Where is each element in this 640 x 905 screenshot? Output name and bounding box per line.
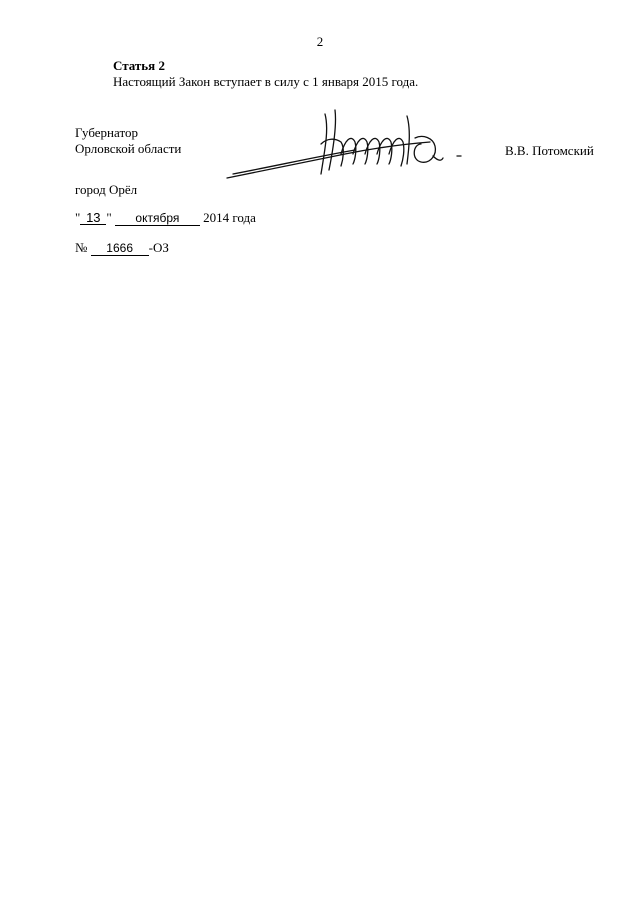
page-number: 2 (316, 34, 324, 49)
handwritten-signature (225, 104, 470, 184)
signatory-title-line2: Орловской области (75, 141, 182, 156)
date-month: октября (115, 212, 200, 226)
signatory-title-line1: Губернатор (75, 125, 138, 140)
signatory-name: В.В. Потомский (505, 143, 594, 158)
registration-suffix: -ОЗ (148, 240, 169, 255)
city: город Орёл (75, 182, 138, 197)
article-heading: Статья 2 (113, 58, 165, 73)
article-text: Настоящий Закон вступает в силу с 1 января 2015 года. (113, 74, 419, 89)
date-close-quote: " (106, 210, 112, 225)
number-sign: № (75, 240, 88, 255)
registration-number: 1666 (91, 242, 149, 256)
registration-number-line (75, 240, 169, 256)
date-day: 13 (80, 211, 106, 225)
date-line (75, 210, 256, 226)
date-open-quote: " (75, 210, 81, 225)
date-year: 2014 года (203, 210, 256, 225)
